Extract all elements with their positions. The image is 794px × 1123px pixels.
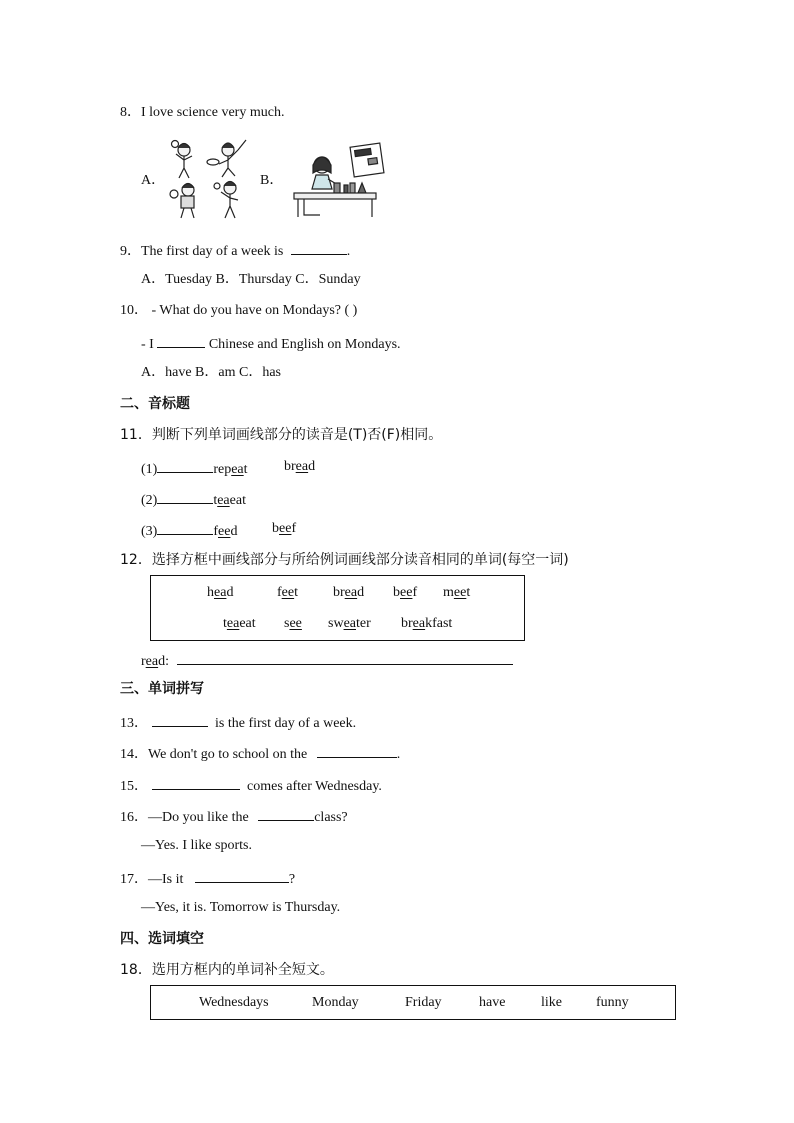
- q12-instruction: 12．选择方框中画线部分与所给例词画线部分读音相同的单词(每空一词): [120, 552, 569, 568]
- q10-options: A．have B．am C．has: [141, 365, 281, 380]
- q11-item-2-word1: teaeat: [213, 493, 246, 508]
- q13-answer-blank[interactable]: [152, 712, 208, 727]
- q17-line2: —Yes, it is. Tomorrow is Thursday.: [141, 900, 341, 915]
- q12-word-sweater: sweater: [328, 616, 371, 631]
- q11-item-1-blank[interactable]: [157, 458, 213, 473]
- q8-option-b-label: B．: [260, 173, 284, 188]
- q12-answer-blank[interactable]: [177, 650, 513, 665]
- q17-text-start: 17．—Is it: [120, 872, 184, 887]
- q12-word-head: head: [207, 585, 234, 600]
- q9-answer-blank[interactable]: [291, 240, 347, 255]
- q17-answer-blank[interactable]: [195, 868, 289, 883]
- q9-stem: [120, 240, 350, 261]
- q14-end: .: [396, 747, 401, 762]
- q11-item-2-num: (2): [141, 493, 158, 508]
- q15: [120, 775, 382, 796]
- q12-word-meet: meet: [443, 585, 471, 600]
- q12-word-box: [150, 575, 525, 641]
- q12-word-beef: beef: [393, 585, 418, 600]
- q14: [120, 743, 400, 764]
- q11-item-1-word2: bread: [284, 459, 316, 474]
- q18-word-monday: Monday: [312, 995, 359, 1010]
- q17-line1: [120, 868, 295, 889]
- q9-stem-text: 9．The first day of a week is: [120, 244, 284, 259]
- q8-text: 8．I love science very much.: [120, 105, 285, 120]
- q9-stem-end: .: [346, 244, 351, 259]
- q15-text: comes after Wednesday.: [247, 779, 382, 794]
- science-class-picture: [288, 139, 386, 219]
- q9-options: A．Tuesday B．Thursday C．Sunday: [141, 272, 361, 287]
- q12-word-feet: feet: [277, 585, 298, 600]
- q18-word-box: [150, 985, 676, 1020]
- q14-text: 14．We don't go to school on the: [120, 747, 308, 762]
- q12-answer-line: [141, 650, 513, 671]
- kids-sports-picture: [166, 136, 252, 222]
- q12-example-word: read:: [141, 654, 169, 669]
- q11-item-2-blank[interactable]: [157, 489, 213, 504]
- q14-answer-blank[interactable]: [317, 743, 397, 758]
- q11-item-3: [141, 520, 237, 541]
- section-2-title: 二、音标题: [120, 396, 190, 412]
- q16-answer-blank[interactable]: [258, 806, 314, 821]
- q13-num: 13．: [120, 716, 148, 731]
- q12-word-teaeat: teaeat: [223, 616, 256, 631]
- q15-num: 15．: [120, 779, 148, 794]
- q12-word-see: see: [284, 616, 302, 631]
- q16-text-start: 16．—Do you like the: [120, 810, 249, 825]
- q11-item-3-word2: beef: [272, 521, 297, 536]
- q18-word-friday: Friday: [405, 995, 442, 1010]
- q10-line2-end: Chinese and English on Mondays.: [208, 337, 401, 352]
- q18-instruction: 18．选用方框内的单词补全短文。: [120, 962, 334, 978]
- q18-word-like: like: [541, 995, 562, 1010]
- q11-item-3-num: (3): [141, 524, 158, 539]
- q12-word-breakfast: breakfast: [401, 616, 453, 631]
- q18-word-have: have: [479, 995, 506, 1010]
- section-4-title: 四、选词填空: [120, 931, 204, 947]
- q8-option-a-label: A．: [141, 173, 166, 188]
- q15-answer-blank[interactable]: [152, 775, 240, 790]
- q12-word-bread: bread: [333, 585, 365, 600]
- q10-answer-blank[interactable]: [157, 333, 205, 348]
- q11-item-1-word1: repeat: [213, 462, 248, 477]
- q11-item-3-blank[interactable]: [157, 520, 213, 535]
- q10-line2-start: - I: [141, 337, 154, 352]
- q18-word-funny: funny: [596, 995, 629, 1010]
- q16-line1: [120, 806, 348, 827]
- q17-text-end: ?: [288, 872, 296, 887]
- q13-text: is the first day of a week.: [215, 716, 357, 731]
- q10-line2: [141, 333, 401, 354]
- q11-instruction: 11．判断下列单词画线部分的读音是(T)否(F)相同。: [120, 427, 443, 443]
- q11-item-2: [141, 489, 246, 510]
- q10-question: 10． - What do you have on Mondays? ( ): [120, 303, 358, 318]
- q13: [120, 712, 356, 733]
- q11-item-1: [141, 458, 248, 479]
- q16-line2: —Yes. I like sports.: [141, 838, 252, 853]
- q16-text-end: class?: [314, 810, 348, 825]
- section-3-title: 三、单词拼写: [120, 681, 204, 697]
- q11-item-1-num: (1): [141, 462, 158, 477]
- q18-word-wednesdays: Wednesdays: [199, 995, 269, 1010]
- q11-item-3-word1: feed: [213, 524, 238, 539]
